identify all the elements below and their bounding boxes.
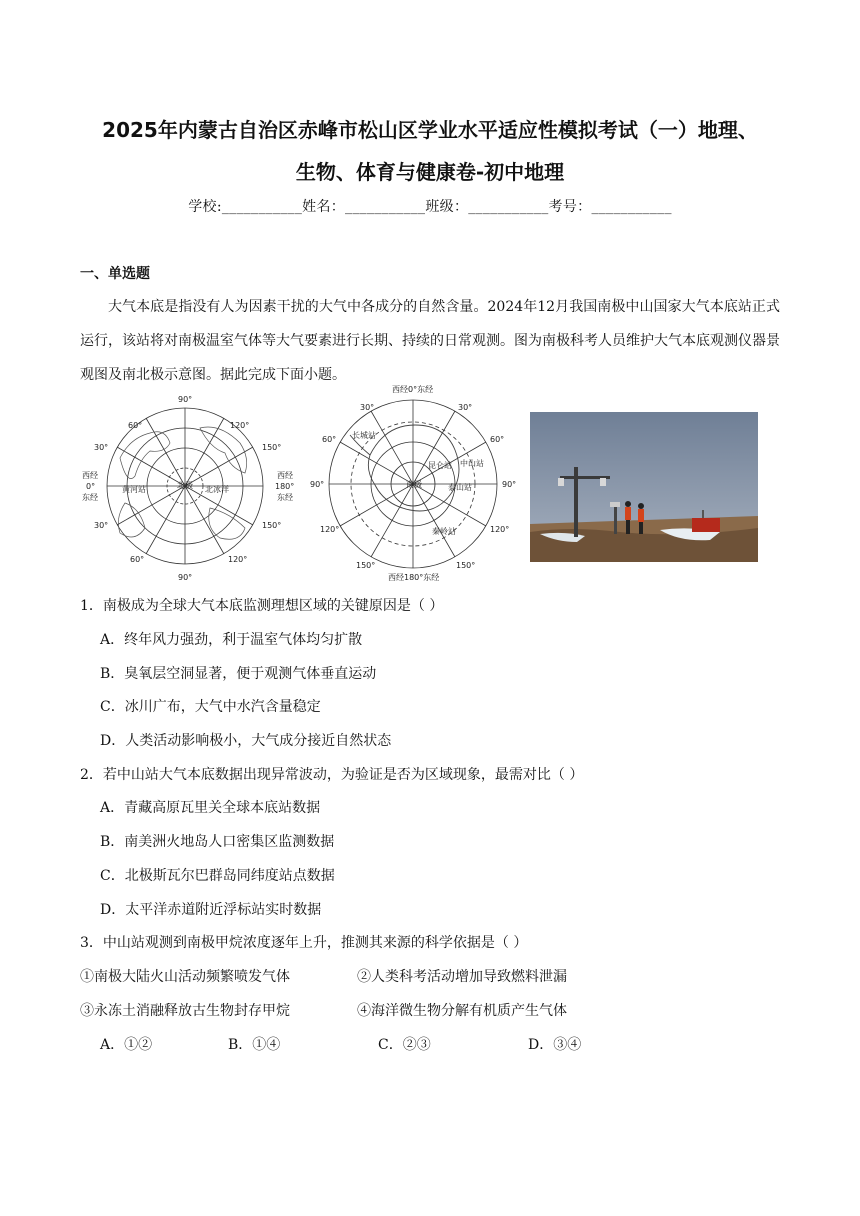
- q3-statement-1: ①南极大陆火山活动频繁喷发气体: [80, 969, 290, 985]
- q1-option-a[interactable]: A．终年风力强劲，利于温室气体均匀扩散: [100, 632, 363, 648]
- north-label-lb: 60°: [130, 555, 145, 564]
- south-label-r60: 60°: [490, 435, 505, 444]
- q2-option-c[interactable]: C．北极斯瓦尔巴群岛同纬度站点数据: [100, 868, 335, 884]
- south-label-bottom: 西经180°东经: [388, 573, 440, 582]
- q3-statement-3: ③永冻土消融释放古生物封存甲烷: [80, 1003, 290, 1019]
- north-station-label: 黄河站: [122, 485, 146, 494]
- north-label-rl: 150°: [262, 521, 282, 530]
- north-pole-map: [80, 388, 300, 583]
- north-label-lm: 30°: [94, 443, 109, 452]
- question-2-stem: 2．若中山站大气本底数据出现异常波动，为验证是否为区域现象，最需对比（ ）: [80, 767, 584, 783]
- changcheng-station-label: 长城站: [352, 431, 376, 440]
- south-pole-label: 南极: [406, 480, 422, 489]
- zhongshan-station-label: 中山站: [460, 459, 484, 468]
- north-label-rb: 120°: [228, 555, 248, 564]
- north-label-east-l: 东经: [82, 493, 98, 502]
- south-label-top: 西经0°东经: [392, 385, 434, 394]
- north-label-rm: 150°: [262, 443, 282, 452]
- south-label-l150: 150°: [356, 561, 376, 570]
- north-label-top: 90°: [178, 395, 193, 404]
- q1-option-b[interactable]: B．臭氧层空洞显著，便于观测气体垂直运动: [100, 666, 377, 682]
- south-label-l90: 90°: [310, 480, 325, 489]
- south-pole-map: [310, 380, 520, 585]
- north-label-west: 西经: [82, 471, 98, 480]
- q3-option-d[interactable]: D．③④: [528, 1037, 582, 1053]
- taishan-station-label: 泰山站: [448, 483, 472, 492]
- south-label-r90: 90°: [502, 480, 517, 489]
- north-label-lt: 60°: [128, 421, 143, 430]
- south-label-tr: 30°: [458, 403, 473, 412]
- q3-option-a[interactable]: A．①②: [100, 1037, 153, 1053]
- north-label-ll: 30°: [94, 521, 109, 530]
- north-label-rt: 120°: [230, 421, 250, 430]
- kunlun-station-label: 昆仑站: [428, 461, 452, 470]
- south-label-l120: 120°: [320, 525, 340, 534]
- q1-option-c[interactable]: C．冰川广布，大气中水汽含量稳定: [100, 699, 321, 715]
- south-label-tl: 30°: [360, 403, 375, 412]
- north-pole-label: 北极: [177, 481, 193, 490]
- north-ocean-label: 北冰洋: [205, 485, 229, 494]
- north-label-bottom: 90°: [178, 573, 193, 582]
- q2-option-a[interactable]: A．青藏高原瓦里关全球本底站数据: [100, 800, 321, 816]
- q3-option-c[interactable]: C．②③: [378, 1037, 431, 1053]
- research-photo: [530, 412, 758, 562]
- south-label-l60: 60°: [322, 435, 337, 444]
- question-3-stem: 3．中山站观测到南极甲烷浓度逐年上升，推测其来源的科学依据是（ ）: [80, 935, 528, 951]
- q1-option-d[interactable]: D．人类活动影响极小，大气成分接近自然状态: [100, 733, 392, 749]
- q2-option-b[interactable]: B．南美洲火地岛人口密集区监测数据: [100, 834, 335, 850]
- section-heading: 一、单选题: [80, 266, 150, 282]
- page-title-line-2: 生物、体育与健康卷-初中地理: [295, 160, 565, 184]
- q2-option-d[interactable]: D．太平洋赤道附近浮标站实时数据: [100, 902, 322, 918]
- intro-paragraph: 大气本底是指没有人为因素干扰的大气中各成分的自然含量。2024年12月我国南极中山国家大气本底站正式运行，该站将对南极温室气体等大气要素进行长期、持续的日常观测。图为南极科考人员维护大气本底观测仪器景观图及南北极示意图。据此完成下面小题。: [80, 299, 780, 383]
- north-label-180: 180°: [275, 482, 295, 491]
- student-info-line: 学校:___________姓名：___________班级：___________考号：___________: [188, 199, 672, 215]
- north-label-east-r: 东经: [277, 493, 293, 502]
- south-label-r150: 150°: [456, 561, 476, 570]
- page-title-line-1: 2025年内蒙古自治区赤峰市松山区学业水平适应性模拟考试（一）地理、: [102, 118, 758, 142]
- q3-statement-2: ②人类科考活动增加导致燃料泄漏: [357, 969, 567, 985]
- south-label-r120: 120°: [490, 525, 510, 534]
- q3-option-b[interactable]: B．①④: [228, 1037, 281, 1053]
- qinling-station-label: 秦岭站: [432, 527, 456, 536]
- north-label-west0: 0°: [86, 482, 96, 491]
- north-label-west-r: 西经: [277, 471, 293, 480]
- question-1-stem: 1．南极成为全球大气本底监测理想区域的关键原因是（ ）: [80, 598, 444, 614]
- q3-statement-4: ④海洋微生物分解有机质产生气体: [357, 1003, 567, 1019]
